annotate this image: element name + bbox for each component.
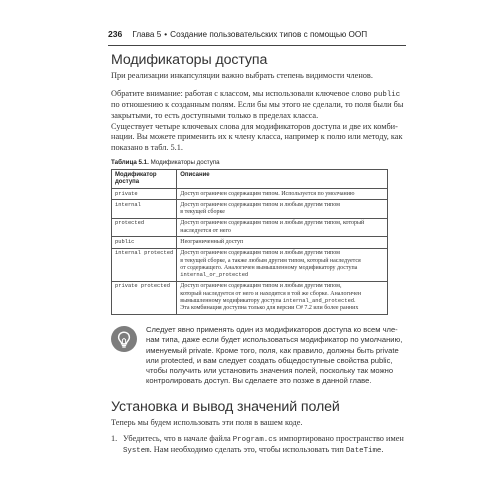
table-row xyxy=(112,281,388,314)
description-line: Доступ ограничен содержащим типом и любым другим типом, который xyxy=(180,220,365,227)
code-internal-or-protected: internal_or_protected xyxy=(180,272,249,279)
modifier-cell: public xyxy=(112,237,177,248)
header-divider xyxy=(108,45,406,46)
description-cell xyxy=(177,200,388,219)
code-internal-and-protected: internal_and_protected xyxy=(282,298,355,305)
description-line: Доступ ограничен содержащим типом и любым другим типом, xyxy=(180,283,342,290)
description-line: который наследуется от него и находится в той же сборке. Аналогичен xyxy=(180,290,362,297)
table-row xyxy=(112,189,388,200)
table-header-row xyxy=(112,170,388,189)
description-line: наследуется от него xyxy=(180,227,231,234)
paragraph-use-fields xyxy=(111,418,302,428)
code-public: public xyxy=(373,91,401,99)
paragraph-line: Существует четыре ключевых слова для модификаторов доступа и две их комби- xyxy=(111,122,398,131)
column-header-modifier xyxy=(112,170,177,189)
description-cell xyxy=(177,189,388,200)
text-span: Убедитесь, что в начале файла xyxy=(123,434,233,443)
description-line: Неограниченный доступ xyxy=(180,238,244,245)
text-span: . xyxy=(354,298,356,305)
table-caption-text: Модификаторы доступа xyxy=(148,159,220,166)
paragraph-intro xyxy=(111,71,373,81)
lightbulb-icon xyxy=(111,326,137,352)
modifier-cell: internal protected xyxy=(112,248,177,281)
paragraph-line xyxy=(111,89,403,100)
note-line: именуемый private. Кроме того, поля, как правило, должны быть private xyxy=(146,345,399,355)
paragraph-line: нации. Вы можете применить их к члену класса, например к полю или методу, как xyxy=(111,132,403,142)
note-line: Следует явно применять один из модификаторов доступа ко всем чле- xyxy=(146,325,398,334)
description-line: Эта комбинация доступна только для версии C# 7.2 или более ранних xyxy=(180,305,359,312)
access-modifiers-table xyxy=(111,169,388,315)
description-line: Доступ ограничен содержащим типом и любым другим типом xyxy=(180,250,340,257)
table-caption-label: Таблица 5.1. xyxy=(111,159,149,166)
text-span: импортировано пространство имен xyxy=(277,434,404,443)
list-number: 1. xyxy=(111,434,118,443)
paragraph-keywords xyxy=(111,122,403,153)
description-line: Доступ ограничен содержащим типом и любым другим типом xyxy=(180,201,340,208)
modifier-cell: private protected xyxy=(112,281,177,314)
modifier-cell: protected xyxy=(112,218,177,237)
paragraph-line: закрытыми, то есть доступными только в пределах класса. xyxy=(111,110,319,120)
description-line: в текущей сборке xyxy=(180,209,225,216)
table-caption xyxy=(111,159,220,166)
chapter-title: Создание пользовательских типов с помощью ООП xyxy=(170,30,368,39)
table-row xyxy=(112,248,388,281)
table-row xyxy=(112,218,388,237)
header-text: доступа xyxy=(115,178,140,185)
description-cell xyxy=(177,248,388,281)
paragraph-text: Теперь мы будем использовать эти поля в вашем коде. xyxy=(111,418,303,427)
column-header-description: Описание xyxy=(177,170,388,189)
text-span: Обратите внимание: работая с классом, мы использовали ключевое слово xyxy=(111,89,374,98)
table-row xyxy=(112,237,388,248)
tip-note xyxy=(146,325,402,387)
text-span: . Нам необходимо сделать это, чтобы использовать тип xyxy=(149,445,346,455)
description-cell xyxy=(177,281,388,314)
table-row xyxy=(112,200,388,219)
paragraph-text: При реализации инкапсуляции важно выбрать степень видимости членов. xyxy=(111,71,373,80)
description-cell xyxy=(177,237,388,248)
paragraph-public-note xyxy=(111,89,403,121)
note-line: чтобы получить или установить значения полей, поскольку так можно xyxy=(146,366,394,376)
note-line: нам типа, даже если будет использоваться модификатор по умолчанию, xyxy=(146,335,403,345)
header-separator: • xyxy=(164,30,168,39)
paragraph-line: показано в табл. 5.1. xyxy=(111,142,183,152)
modifier-cell: internal xyxy=(112,200,177,219)
code-datetime: DateTime xyxy=(345,447,382,456)
section-heading-access-modifiers: Модификаторы доступа xyxy=(111,52,268,68)
code-program-cs: Program.cs xyxy=(232,436,278,444)
list-line xyxy=(111,445,404,456)
code-system: System xyxy=(123,447,150,456)
description-line: Доступ ограничен содержащим типом. Используется по умолчанию xyxy=(180,190,355,197)
list-item xyxy=(111,434,404,457)
description-cell xyxy=(177,218,388,237)
running-header xyxy=(108,29,406,43)
chapter-label: Глава 5 xyxy=(132,30,162,39)
text-span: . xyxy=(381,445,384,455)
note-line: или protected, и вам следует создать общедоступные свойства public, xyxy=(146,355,393,365)
paragraph-line: по отношению к созданным полям. Если бы мы этого не сделали, то поля были бы xyxy=(111,100,404,110)
text-span: вымышленному модификатору доступа xyxy=(180,298,283,305)
description-line: от содержащего. Аналогичен вымышленному модификатору доступа xyxy=(180,264,358,271)
description-line: в текущей сборке, а также любым другим типом, который наследуется xyxy=(180,257,361,264)
header-text: Модификатор xyxy=(115,171,157,178)
page-number: 236 xyxy=(108,29,123,39)
modifier-cell: private xyxy=(112,189,177,200)
list-line xyxy=(111,434,404,445)
section-heading-set-and-output: Установка и вывод значений полей xyxy=(111,399,340,415)
note-line: контролировать доступ. Вы сделаете это позже в данной главе. xyxy=(146,376,372,386)
